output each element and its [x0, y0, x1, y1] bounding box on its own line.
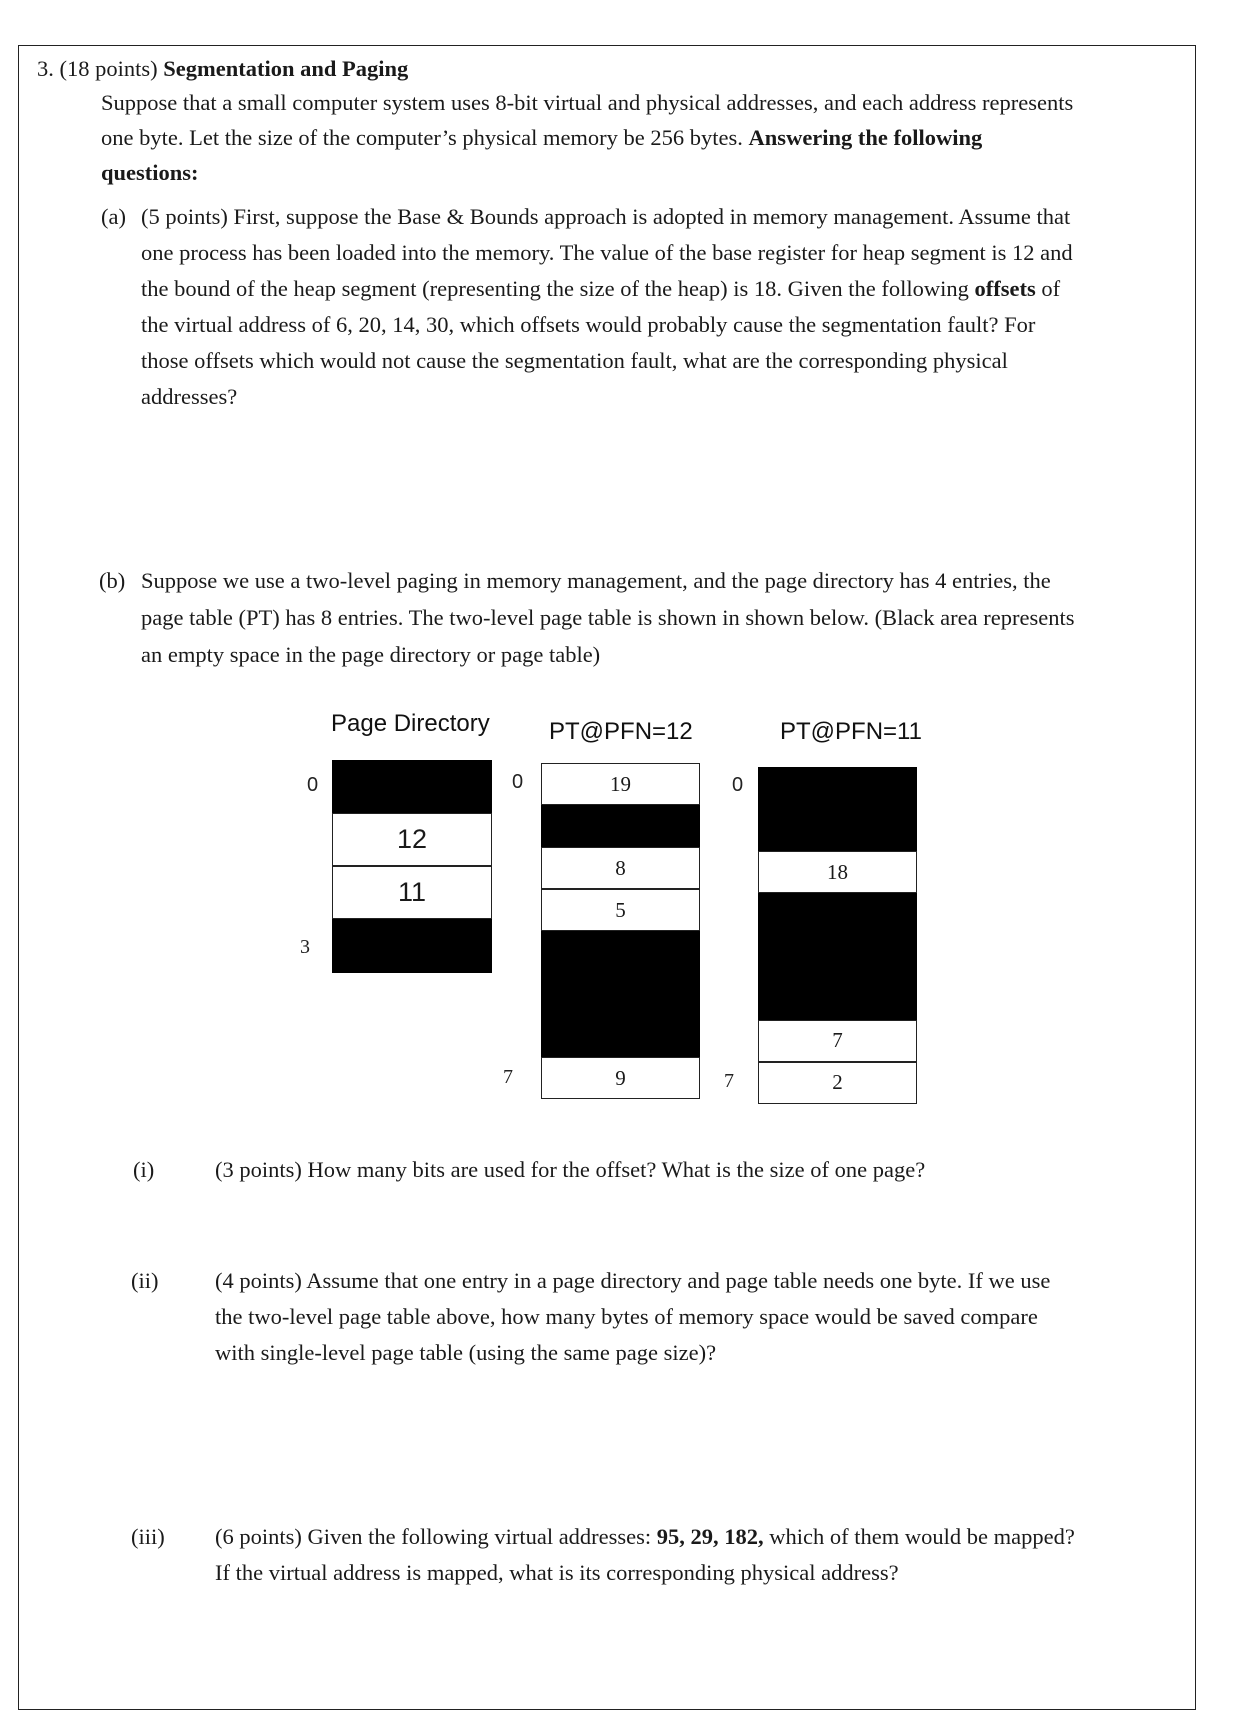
- part-a-line-3-text: the bound of the heap segment (representing the size of the heap) is 18. Given the following: [141, 276, 969, 301]
- pt11-entry-2: [758, 851, 917, 893]
- part-a-label: (a): [101, 204, 126, 229]
- pt11-entry-0-empty: [758, 767, 917, 810]
- pt11-index-top: 0: [732, 774, 744, 796]
- question-header: [37, 51, 408, 87]
- pt11-entry-5-empty: [758, 978, 917, 1021]
- pt12-entry-0: [541, 763, 700, 805]
- part-b-line-3: an empty space in the page directory or page table): [141, 642, 601, 667]
- part-a-line-3: [141, 271, 1060, 307]
- page-directory-entry-0-empty: [332, 760, 492, 814]
- page-directory-entry-1: [332, 813, 492, 866]
- pt11-entry-7-value: 2: [832, 1070, 843, 1095]
- part-a-line-4: the virtual address of 6, 20, 14, 30, which offsets would probably cause the segmentation fault? For: [141, 312, 1036, 337]
- sub-iii-line-1: [215, 1519, 1075, 1555]
- page-directory-index-top: 0: [307, 774, 319, 796]
- sub-iii-line-1-text: (6 points) Given the following virtual addresses:: [215, 1524, 652, 1549]
- pt12-entry-7-value: 9: [615, 1065, 626, 1090]
- part-b-line-1: Suppose we use a two-level paging in memory management, and the page directory has 4 entries, the: [141, 568, 1051, 593]
- pt12-index-bottom: 7: [503, 1066, 513, 1088]
- page-directory-table: [332, 760, 492, 972]
- part-a-line-5: those offsets which would not cause the segmentation fault, what are the corresponding physical: [141, 348, 1008, 373]
- pt12-title: PT@PFN=12: [549, 718, 693, 745]
- question-title: Segmentation and Paging: [163, 56, 409, 81]
- intro-line-2-text: one byte. Let the size of the computer’s physical memory be 256 bytes.: [101, 125, 743, 150]
- pt12-entry-6-empty: [541, 1015, 700, 1058]
- intro-instruction-end: questions:: [101, 160, 199, 185]
- pt12-entry-3: [541, 889, 700, 931]
- pt12-entry-5-empty: [541, 973, 700, 1016]
- pt11-index-bottom: 7: [724, 1070, 734, 1092]
- pt12-index-top: 0: [512, 771, 524, 793]
- pt11-entry-1-empty: [758, 809, 917, 852]
- page-directory-entry-2-value: 11: [397, 877, 427, 907]
- part-a-offsets-term: offsets: [974, 276, 1036, 301]
- pt11-entry-6-value: 7: [832, 1028, 843, 1053]
- pt11-table: [758, 767, 917, 1104]
- sub-iii-addresses: 95, 29, 182,: [656, 1524, 764, 1549]
- intro-instruction: Answering the following: [748, 125, 983, 150]
- sub-i-text: (3 points) How many bits are used for the offset? What is the size of one page?: [215, 1157, 926, 1182]
- page-directory-entry-1-value: 12: [396, 824, 428, 854]
- part-a-line-2: one process has been loaded into the memory. The value of the base register for heap segment is 12 and: [141, 240, 1073, 265]
- part-b-line-2: page table (PT) has 8 entries. The two-level page table is shown in shown below. (Black area represents: [141, 605, 1075, 630]
- sub-i-label: (i): [133, 1157, 155, 1182]
- page-directory-entry-2: [332, 866, 492, 919]
- sub-ii-line-2: the two-level page table above, how many bytes of memory space would be saved compare: [215, 1304, 1038, 1329]
- part-a-line-3-end: of: [1041, 276, 1061, 301]
- sub-iii-line-2: If the virtual address is mapped, what is its corresponding physical address?: [215, 1560, 899, 1585]
- pt12-entry-7: [541, 1057, 700, 1099]
- page-directory-entry-3-empty: [332, 919, 492, 973]
- pt11-entry-6: [758, 1020, 917, 1062]
- page-directory-index-bottom: 3: [300, 936, 310, 958]
- pt12-entry-2: [541, 847, 700, 889]
- pt12-entry-3-value: 5: [615, 897, 626, 922]
- intro-line-3: [101, 155, 199, 191]
- question-points: (18 points): [59, 56, 158, 81]
- pt11-entry-4-empty: [758, 936, 917, 979]
- pt12-entry-1-empty: [541, 805, 700, 848]
- sub-iii-line-1-end: which of them would be mapped?: [769, 1524, 1075, 1549]
- pt12-entry-4-empty: [541, 931, 700, 974]
- pt11-entry-7: [758, 1062, 917, 1104]
- sub-ii-line-3: with single-level page table (using the same page size)?: [215, 1340, 717, 1365]
- page-directory-title: Page Directory: [331, 710, 490, 737]
- pt11-entry-3-empty: [758, 893, 917, 936]
- pt12-table: [541, 763, 700, 1099]
- part-a-line-1: (5 points) First, suppose the Base & Bounds approach is adopted in memory management. Assume that: [141, 204, 1071, 229]
- intro-line-1: Suppose that a small computer system uses 8-bit virtual and physical addresses, and each address represents: [101, 90, 1074, 115]
- sub-iii-label: (iii): [131, 1524, 165, 1549]
- pt11-title: PT@PFN=11: [780, 718, 922, 745]
- part-a-line-6: addresses?: [141, 384, 238, 409]
- intro-line-2: [101, 120, 982, 156]
- pt12-entry-0-value: 19: [610, 771, 631, 796]
- question-number: 3.: [37, 56, 54, 81]
- pt12-entry-2-value: 8: [615, 855, 626, 880]
- sub-ii-label: (ii): [131, 1268, 159, 1293]
- pt11-entry-2-value: 18: [827, 859, 848, 884]
- sub-ii-line-1: (4 points) Assume that one entry in a page directory and page table needs one byte. If we use: [215, 1268, 1051, 1293]
- part-b-label: (b): [99, 568, 126, 593]
